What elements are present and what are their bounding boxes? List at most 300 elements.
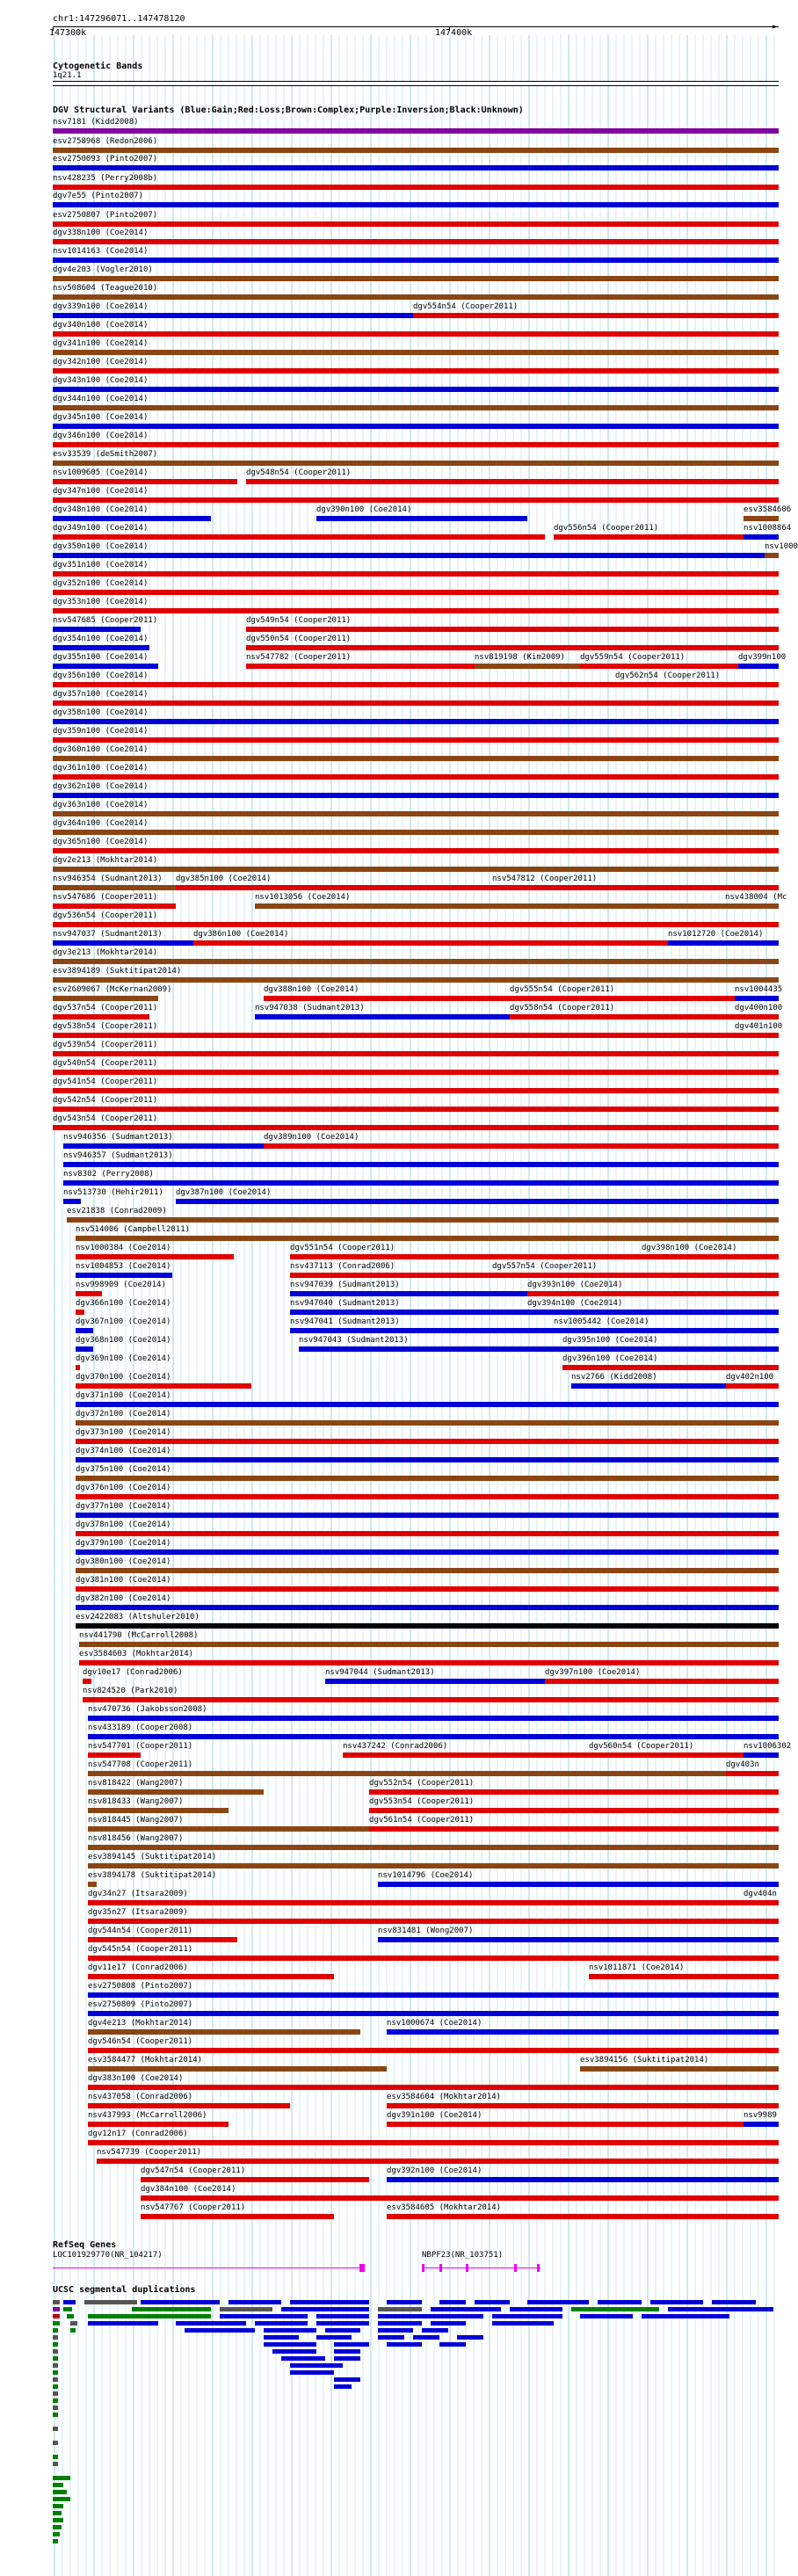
sv-bar[interactable]	[53, 1107, 779, 1112]
sv-bar[interactable]	[53, 719, 779, 724]
segdup-block[interactable]	[422, 2328, 448, 2333]
sv-label[interactable]: nsv831481 (Wong2007)	[378, 1927, 474, 1935]
sv-bar[interactable]	[510, 1014, 735, 1020]
cytoband-label[interactable]: 1q21.1	[53, 71, 82, 80]
sv-bar[interactable]	[76, 1254, 234, 1259]
sv-bar[interactable]	[141, 2177, 369, 2182]
sv-bar[interactable]	[735, 996, 779, 1001]
sv-bar[interactable]	[475, 664, 580, 669]
sv-bar[interactable]	[53, 903, 176, 909]
segdup-block[interactable]	[439, 2300, 466, 2304]
sv-label[interactable]: dgv385n100 (Coe2014)	[176, 874, 272, 883]
segdup-block[interactable]	[176, 2321, 246, 2326]
segdup-block[interactable]	[185, 2328, 255, 2333]
segdup-block[interactable]	[84, 2300, 137, 2304]
sv-bar[interactable]	[88, 2066, 387, 2072]
sv-label[interactable]: dgv552n54 (Cooper2011)	[369, 1779, 475, 1788]
sv-bar[interactable]	[589, 1752, 744, 1758]
sv-label[interactable]: esv3584605 (Mokhtar2014)	[387, 2203, 502, 2212]
sv-bar[interactable]	[554, 534, 744, 540]
sv-label[interactable]: nsv438004 (Mc	[725, 893, 787, 902]
sv-label[interactable]: nsv433189 (Cooper2008)	[88, 1723, 193, 1732]
sv-label[interactable]: dgv364n100 (Coe2014)	[53, 819, 149, 828]
sv-bar[interactable]	[53, 774, 779, 780]
segdup-block[interactable]	[53, 2356, 58, 2361]
sv-label[interactable]: dgv388n100 (Coe2014)	[264, 985, 359, 994]
sv-bar[interactable]	[53, 276, 779, 281]
sv-label[interactable]: dgv34n27 (Itsara2009)	[88, 1890, 188, 1898]
sv-bar[interactable]	[76, 1568, 779, 1573]
sv-bar[interactable]	[53, 996, 158, 1001]
sv-bar[interactable]	[246, 645, 779, 650]
segdup-block[interactable]	[88, 2314, 211, 2318]
sv-bar[interactable]	[735, 1033, 779, 1038]
sv-label[interactable]: nsv1004853 (Coe2014)	[76, 1262, 171, 1271]
segdup-block[interactable]	[53, 2497, 70, 2501]
segdup-block[interactable]	[53, 2342, 58, 2347]
sv-label[interactable]: dgv340n100 (Coe2014)	[53, 321, 149, 330]
sv-bar[interactable]	[97, 2159, 779, 2164]
sv-bar[interactable]	[53, 442, 779, 447]
sv-bar[interactable]	[76, 1420, 779, 1426]
sv-bar[interactable]	[580, 664, 738, 669]
sv-label[interactable]: dgv556n54 (Cooper2011)	[554, 524, 659, 533]
sv-bar[interactable]	[53, 830, 779, 835]
sv-bar[interactable]	[88, 1789, 264, 1795]
sv-bar[interactable]	[76, 1494, 779, 1499]
sv-bar[interactable]	[88, 1992, 779, 1998]
sv-label[interactable]: esv3894145 (Suktitipat2014)	[88, 1853, 217, 1861]
sv-label[interactable]: dgv361n100 (Coe2014)	[53, 764, 149, 773]
sv-bar[interactable]	[387, 2029, 779, 2035]
sv-bar[interactable]	[76, 1346, 93, 1352]
sv-bar[interactable]	[725, 903, 779, 909]
segdup-block[interactable]	[70, 2321, 77, 2326]
sv-label[interactable]: nsv947039 (Sudmant2013)	[290, 1281, 400, 1289]
sv-bar[interactable]	[53, 350, 779, 355]
sv-bar[interactable]	[53, 1051, 779, 1056]
segdup-block[interactable]	[668, 2307, 773, 2311]
sv-label[interactable]: nsv8302 (Perry2008)	[63, 1170, 154, 1179]
sv-label[interactable]: dgv391n100 (Coe2014)	[387, 2111, 482, 2120]
sv-label[interactable]: dgv395n100 (Coe2014)	[562, 1336, 658, 1345]
sv-bar[interactable]	[53, 664, 158, 669]
sv-label[interactable]: dgv350n100 (Coe2014)	[53, 542, 149, 551]
sv-label[interactable]: nsv437058 (Conrad2006)	[88, 2093, 193, 2101]
sv-bar[interactable]	[369, 1826, 779, 1832]
segdup-block[interactable]	[527, 2300, 589, 2304]
sv-label[interactable]: dgv387n100 (Coe2014)	[176, 1188, 272, 1197]
sv-bar[interactable]	[88, 2122, 229, 2127]
sv-bar[interactable]	[589, 1974, 779, 1979]
sv-label[interactable]: dgv346n100 (Coe2014)	[53, 432, 149, 440]
sv-label[interactable]: dgv3e213 (Mokhtar2014)	[53, 948, 158, 957]
sv-bar[interactable]	[744, 1752, 779, 1758]
sv-label[interactable]: nsv547767 (Cooper2011)	[141, 2203, 246, 2212]
sv-bar[interactable]	[255, 903, 725, 909]
sv-bar[interactable]	[63, 1162, 779, 1167]
sv-bar[interactable]	[76, 1236, 779, 1241]
sv-label[interactable]: esv2758968 (Redon2006)	[53, 137, 158, 146]
segdup-block[interactable]	[642, 2314, 729, 2318]
sv-bar[interactable]	[290, 1254, 642, 1259]
sv-label[interactable]: dgv383n100 (Coe2014)	[88, 2074, 184, 2083]
sv-label[interactable]: esv21838 (Conrad2009)	[67, 1207, 167, 1215]
segdup-block[interactable]	[53, 2483, 63, 2487]
sv-bar[interactable]	[369, 1808, 779, 1813]
sv-bar[interactable]	[76, 1457, 779, 1462]
sv-bar[interactable]	[246, 664, 475, 669]
sv-label[interactable]: dgv538n54 (Cooper2011)	[53, 1022, 158, 1031]
sv-bar[interactable]	[88, 2103, 290, 2108]
segdup-block[interactable]	[290, 2370, 334, 2375]
sv-bar[interactable]	[53, 737, 779, 743]
sv-bar[interactable]	[738, 664, 779, 669]
segdup-block[interactable]	[387, 2342, 422, 2347]
segdup-block[interactable]	[492, 2314, 562, 2318]
sv-bar[interactable]	[76, 1586, 779, 1592]
sv-label[interactable]: nsv470736 (Jakobsson2008)	[88, 1705, 207, 1714]
sv-label[interactable]: nsv818445 (Wang2007)	[88, 1816, 184, 1825]
sv-label[interactable]: dgv369n100 (Coe2014)	[76, 1354, 171, 1363]
segdup-block[interactable]	[53, 2413, 58, 2417]
sv-bar[interactable]	[88, 1919, 779, 1924]
segdup-block[interactable]	[63, 2307, 72, 2311]
sv-bar[interactable]	[83, 1697, 779, 1702]
segdup-block[interactable]	[53, 2504, 63, 2508]
sv-label[interactable]: dgv403n	[726, 1760, 759, 1769]
gene-exon[interactable]	[514, 2264, 517, 2272]
segdup-block[interactable]	[53, 2307, 60, 2311]
sv-bar[interactable]	[53, 1088, 779, 1093]
sv-bar[interactable]	[76, 1623, 779, 1629]
sv-bar[interactable]	[76, 1513, 779, 1518]
sv-label[interactable]: dgv341n100 (Coe2014)	[53, 339, 149, 348]
sv-label[interactable]: dgv540n54 (Cooper2011)	[53, 1059, 158, 1068]
gene-exon[interactable]	[422, 2264, 424, 2272]
sv-label[interactable]: dgv558n54 (Cooper2011)	[510, 1004, 615, 1012]
segdup-block[interactable]	[229, 2300, 281, 2304]
segdup-block[interactable]	[53, 2532, 60, 2536]
sv-bar[interactable]	[76, 1439, 779, 1444]
segdup-block[interactable]	[63, 2300, 76, 2304]
sv-label[interactable]: dgv347n100 (Coe2014)	[53, 487, 149, 496]
sv-bar[interactable]	[246, 627, 779, 632]
segdup-block[interactable]	[132, 2307, 211, 2311]
sv-bar[interactable]	[53, 1070, 779, 1075]
sv-label[interactable]: nsv547701 (Cooper2011)	[88, 1742, 193, 1751]
segdup-block[interactable]	[53, 2427, 58, 2431]
sv-label[interactable]: dgv389n100 (Coe2014)	[264, 1133, 359, 1142]
sv-bar[interactable]	[580, 2066, 779, 2072]
sv-bar[interactable]	[53, 313, 413, 318]
sv-label[interactable]: nsv1014796 (Coe2014)	[378, 1871, 474, 1880]
sv-label[interactable]: dgv7e55 (Pinto2007)	[53, 192, 143, 200]
sv-bar[interactable]	[290, 1328, 554, 1333]
segdup-block[interactable]	[53, 2370, 58, 2375]
sv-label[interactable]: dgv4e213 (Mokhtar2014)	[88, 2019, 193, 2028]
sv-label[interactable]: dgv357n100 (Coe2014)	[53, 690, 149, 699]
sv-label[interactable]: dgv372n100 (Coe2014)	[76, 1410, 171, 1419]
segdup-block[interactable]	[316, 2314, 369, 2318]
segdup-block[interactable]	[598, 2300, 642, 2304]
sv-bar[interactable]	[141, 2195, 779, 2201]
sv-label[interactable]: dgv394n100 (Coe2014)	[527, 1299, 623, 1308]
segdup-block[interactable]	[316, 2321, 369, 2326]
sv-label[interactable]: dgv544n54 (Cooper2011)	[88, 1927, 193, 1935]
sv-label[interactable]: nsv514006 (Campbell2011)	[76, 1225, 191, 1234]
segdup-block[interactable]	[53, 2462, 58, 2466]
sv-label[interactable]: dgv348n100 (Coe2014)	[53, 505, 149, 514]
sv-bar[interactable]	[615, 682, 779, 687]
sv-bar[interactable]	[88, 2011, 779, 2016]
segdup-block[interactable]	[53, 2490, 67, 2494]
segdup-block[interactable]	[53, 2511, 62, 2515]
sv-bar[interactable]	[83, 1679, 91, 1684]
sv-bar[interactable]	[76, 1310, 84, 1315]
sv-bar[interactable]	[53, 239, 779, 244]
segdup-block[interactable]	[53, 2539, 58, 2543]
sv-label[interactable]: dgv380n100 (Coe2014)	[76, 1557, 171, 1566]
sv-label[interactable]: dgv371n100 (Coe2014)	[76, 1391, 171, 1400]
sv-bar[interactable]	[527, 1310, 779, 1315]
segdup-block[interactable]	[492, 2321, 554, 2326]
sv-label[interactable]: dgv343n100 (Coe2014)	[53, 376, 149, 385]
sv-label[interactable]: nsv9989	[744, 2111, 777, 2120]
sv-label[interactable]: dgv354n100 (Coe2014)	[53, 635, 149, 643]
segdup-block[interactable]	[53, 2441, 58, 2445]
sv-label[interactable]: dgv356n100 (Coe2014)	[53, 671, 149, 680]
sv-label[interactable]: dgv386n100 (Coe2014)	[193, 930, 289, 939]
gene-label[interactable]: NBPF23(NR_103751)	[422, 2251, 504, 2260]
sv-label[interactable]: esv3584606	[744, 505, 792, 514]
sv-bar[interactable]	[290, 1310, 527, 1315]
sv-bar[interactable]	[387, 2103, 779, 2108]
sv-bar[interactable]	[290, 1291, 527, 1296]
sv-bar[interactable]	[76, 1549, 779, 1555]
segdup-block[interactable]	[53, 2518, 63, 2522]
sv-bar[interactable]	[53, 922, 779, 927]
segdup-block[interactable]	[378, 2307, 422, 2311]
segdup-block[interactable]	[53, 2476, 70, 2480]
sv-label[interactable]: nsv428235 (Perry2008b)	[53, 174, 158, 183]
sv-label[interactable]: esv33539 (deSmith2007)	[53, 450, 158, 459]
sv-bar[interactable]	[492, 1273, 779, 1278]
sv-bar[interactable]	[53, 1125, 779, 1130]
sv-bar[interactable]	[88, 1974, 334, 1979]
segdup-block[interactable]	[53, 2377, 58, 2382]
sv-bar[interactable]	[726, 1383, 779, 1389]
segdup-block[interactable]	[290, 2363, 343, 2368]
sv-label[interactable]: dgv349n100 (Coe2014)	[53, 524, 149, 533]
sv-label[interactable]: nsv437113 (Conrad2006)	[290, 1262, 395, 1271]
sv-bar[interactable]	[387, 2122, 744, 2127]
sv-bar[interactable]	[76, 1273, 172, 1278]
sv-bar[interactable]	[53, 590, 779, 595]
sv-label[interactable]: nsv824520 (Park2010)	[83, 1687, 178, 1695]
sv-label[interactable]: dgv338n100 (Coe2014)	[53, 229, 149, 237]
sv-bar[interactable]	[562, 1346, 779, 1352]
sv-label[interactable]: nsv1000384 (Coe2014)	[76, 1244, 171, 1252]
sv-bar[interactable]	[76, 1476, 779, 1481]
sv-bar[interactable]	[53, 977, 779, 983]
sv-label[interactable]: esv2609067 (McKernan2009)	[53, 985, 172, 994]
sv-bar[interactable]	[53, 553, 779, 558]
sv-label[interactable]: nsv1012720 (Coe2014)	[668, 930, 764, 939]
sv-bar[interactable]	[193, 940, 668, 946]
sv-bar[interactable]	[413, 313, 779, 318]
sv-bar[interactable]	[492, 885, 779, 890]
sv-label[interactable]: esv3584477 (Mokhtar2014)	[88, 2056, 203, 2064]
sv-label[interactable]: dgv542n54 (Cooper2011)	[53, 1096, 158, 1105]
sv-bar[interactable]	[53, 1014, 149, 1020]
sv-bar[interactable]	[76, 1383, 251, 1389]
gene-label[interactable]: LOC101929770(NR_104217)	[53, 2251, 163, 2260]
sv-bar[interactable]	[545, 1679, 779, 1684]
sv-label[interactable]: nsv1005442 (Coe2014)	[554, 1317, 649, 1326]
sv-label[interactable]: esv3894178 (Suktitipat2014)	[88, 1871, 217, 1880]
sv-bar[interactable]	[88, 1863, 779, 1869]
sv-label[interactable]: dgv398n100 (Coe2014)	[642, 1244, 737, 1252]
segdup-block[interactable]	[220, 2307, 272, 2311]
sv-bar[interactable]	[369, 1789, 779, 1795]
sv-label[interactable]: nsv947041 (Sudmant2013)	[290, 1317, 400, 1326]
sv-label[interactable]: nsv947040 (Sudmant2013)	[290, 1299, 400, 1308]
sv-bar[interactable]	[53, 331, 779, 337]
segdup-block[interactable]	[325, 2328, 360, 2333]
sv-bar[interactable]	[264, 1143, 779, 1149]
sv-bar[interactable]	[53, 811, 779, 816]
sv-label[interactable]: dgv11e17 (Conrad2006)	[88, 1963, 188, 1972]
sv-label[interactable]: dgv351n100 (Coe2014)	[53, 561, 149, 570]
sv-bar[interactable]	[79, 1660, 779, 1665]
sv-label[interactable]: dgv562n54 (Cooper2011)	[615, 671, 721, 680]
sv-label[interactable]: esv2750809 (Pinto2007)	[88, 2000, 193, 2009]
sv-bar[interactable]	[53, 867, 779, 872]
sv-label[interactable]: dgv381n100 (Coe2014)	[76, 1576, 171, 1585]
sv-bar[interactable]	[53, 756, 779, 761]
sv-label[interactable]: nsv1004435	[735, 985, 783, 994]
gene-exon[interactable]	[466, 2264, 468, 2272]
segdup-block[interactable]	[334, 2384, 352, 2389]
sv-label[interactable]: dgv2e213 (Mokhtar2014)	[53, 856, 158, 865]
sv-bar[interactable]	[88, 2029, 360, 2035]
sv-label[interactable]: dgv342n100 (Coe2014)	[53, 358, 149, 366]
sv-label[interactable]: nsv1011871 (Coe2014)	[589, 1963, 685, 1972]
sv-label[interactable]: dgv367n100 (Coe2014)	[76, 1317, 171, 1326]
sv-label[interactable]: dgv555n54 (Cooper2011)	[510, 985, 615, 994]
sv-bar[interactable]	[76, 1291, 102, 1296]
sv-bar[interactable]	[744, 2122, 779, 2127]
segdup-block[interactable]	[334, 2342, 369, 2347]
segdup-block[interactable]	[264, 2328, 316, 2333]
sv-bar[interactable]	[76, 1605, 779, 1610]
sv-label[interactable]: dgv549n54 (Cooper2011)	[246, 616, 352, 625]
sv-label[interactable]: nsv1000	[765, 542, 798, 551]
segdup-block[interactable]	[439, 2342, 466, 2347]
segdup-block[interactable]	[53, 2335, 58, 2340]
sv-label[interactable]: nsv818433 (Wang2007)	[88, 1797, 184, 1806]
segdup-block[interactable]	[281, 2356, 325, 2361]
sv-bar[interactable]	[88, 1937, 237, 1942]
sv-bar[interactable]	[53, 294, 779, 300]
sv-label[interactable]: dgv539n54 (Cooper2011)	[53, 1041, 158, 1049]
sv-label[interactable]: dgv402n100	[726, 1373, 774, 1382]
sv-label[interactable]: dgv553n54 (Cooper2011)	[369, 1797, 475, 1806]
sv-label[interactable]: dgv378n100 (Coe2014)	[76, 1520, 171, 1529]
sv-bar[interactable]	[53, 202, 779, 207]
sv-label[interactable]: dgv368n100 (Coe2014)	[76, 1336, 171, 1345]
sv-bar[interactable]	[53, 1033, 735, 1038]
segdup-block[interactable]	[281, 2307, 369, 2311]
sv-bar[interactable]	[571, 1383, 726, 1389]
sv-bar[interactable]	[53, 461, 779, 466]
sv-label[interactable]: dgv363n100 (Coe2014)	[53, 801, 149, 809]
segdup-block[interactable]	[272, 2349, 316, 2354]
segdup-block[interactable]	[70, 2328, 76, 2333]
sv-label[interactable]: dgv551n54 (Cooper2011)	[290, 1244, 395, 1252]
sv-bar[interactable]	[63, 1199, 81, 1204]
segdup-block[interactable]	[334, 2356, 360, 2361]
sv-label[interactable]: nsv946356 (Sudmant2013)	[63, 1133, 173, 1142]
sv-bar[interactable]	[264, 996, 510, 1001]
gene-exon[interactable]	[362, 2264, 365, 2272]
sv-label[interactable]: dgv541n54 (Cooper2011)	[53, 1078, 158, 1086]
segdup-block[interactable]	[67, 2314, 74, 2318]
sv-bar[interactable]	[88, 1716, 779, 1721]
sv-label[interactable]: dgv390n100 (Coe2014)	[316, 505, 412, 514]
sv-bar[interactable]	[387, 2177, 779, 2182]
sv-label[interactable]: nsv1006302	[744, 1742, 792, 1751]
sv-label[interactable]: dgv359n100 (Coe2014)	[53, 727, 149, 736]
sv-bar[interactable]	[53, 185, 779, 190]
sv-label[interactable]: dgv377n100 (Coe2014)	[76, 1502, 171, 1511]
sv-label[interactable]: dgv35n27 (Itsara2009)	[88, 1908, 188, 1917]
sv-label[interactable]: nsv947044 (Sudmant2013)	[325, 1668, 435, 1677]
sv-label[interactable]: nsv818456 (Wang2007)	[88, 1834, 184, 1843]
sv-label[interactable]: nsv946357 (Sudmant2013)	[63, 1151, 173, 1160]
sv-bar[interactable]	[176, 885, 492, 890]
sv-bar[interactable]	[53, 700, 779, 706]
sv-label[interactable]: nsv7181 (Kidd2008)	[53, 118, 139, 127]
segdup-block[interactable]	[334, 2349, 360, 2354]
sv-bar[interactable]	[343, 1752, 589, 1758]
sv-label[interactable]: nsv947038 (Sudmant2013)	[255, 1004, 365, 1012]
sv-label[interactable]: nsv1000674 (Coe2014)	[387, 2019, 482, 2028]
gene-exon[interactable]	[537, 2264, 540, 2272]
sv-label[interactable]: esv2750808 (Pinto2007)	[88, 1982, 193, 1991]
sv-bar[interactable]	[53, 387, 779, 392]
segdup-block[interactable]	[53, 2314, 60, 2318]
sv-label[interactable]: nsv437993 (McCarroll2006)	[88, 2111, 207, 2120]
sv-label[interactable]: esv2750093 (Pinto2007)	[53, 155, 158, 163]
sv-label[interactable]: dgv353n100 (Coe2014)	[53, 598, 149, 606]
sv-bar[interactable]	[378, 1882, 779, 1887]
segdup-block[interactable]	[53, 2300, 60, 2304]
segdup-block[interactable]	[88, 2321, 158, 2326]
sv-bar[interactable]	[387, 2214, 779, 2219]
segdup-block[interactable]	[264, 2342, 316, 2347]
sv-label[interactable]: dgv375n100 (Coe2014)	[76, 1465, 171, 1474]
sv-bar[interactable]	[88, 1808, 229, 1813]
sv-bar[interactable]	[726, 1771, 779, 1776]
sv-label[interactable]: dgv536n54 (Cooper2011)	[53, 911, 158, 920]
sv-label[interactable]: nsv947043 (Sudmant2013)	[299, 1336, 409, 1345]
sv-label[interactable]: nsv547686 (Cooper2011)	[53, 893, 158, 902]
sv-label[interactable]: dgv10e17 (Conrad2006)	[83, 1668, 183, 1677]
segdup-block[interactable]	[53, 2455, 58, 2459]
sv-bar[interactable]	[510, 996, 735, 1001]
